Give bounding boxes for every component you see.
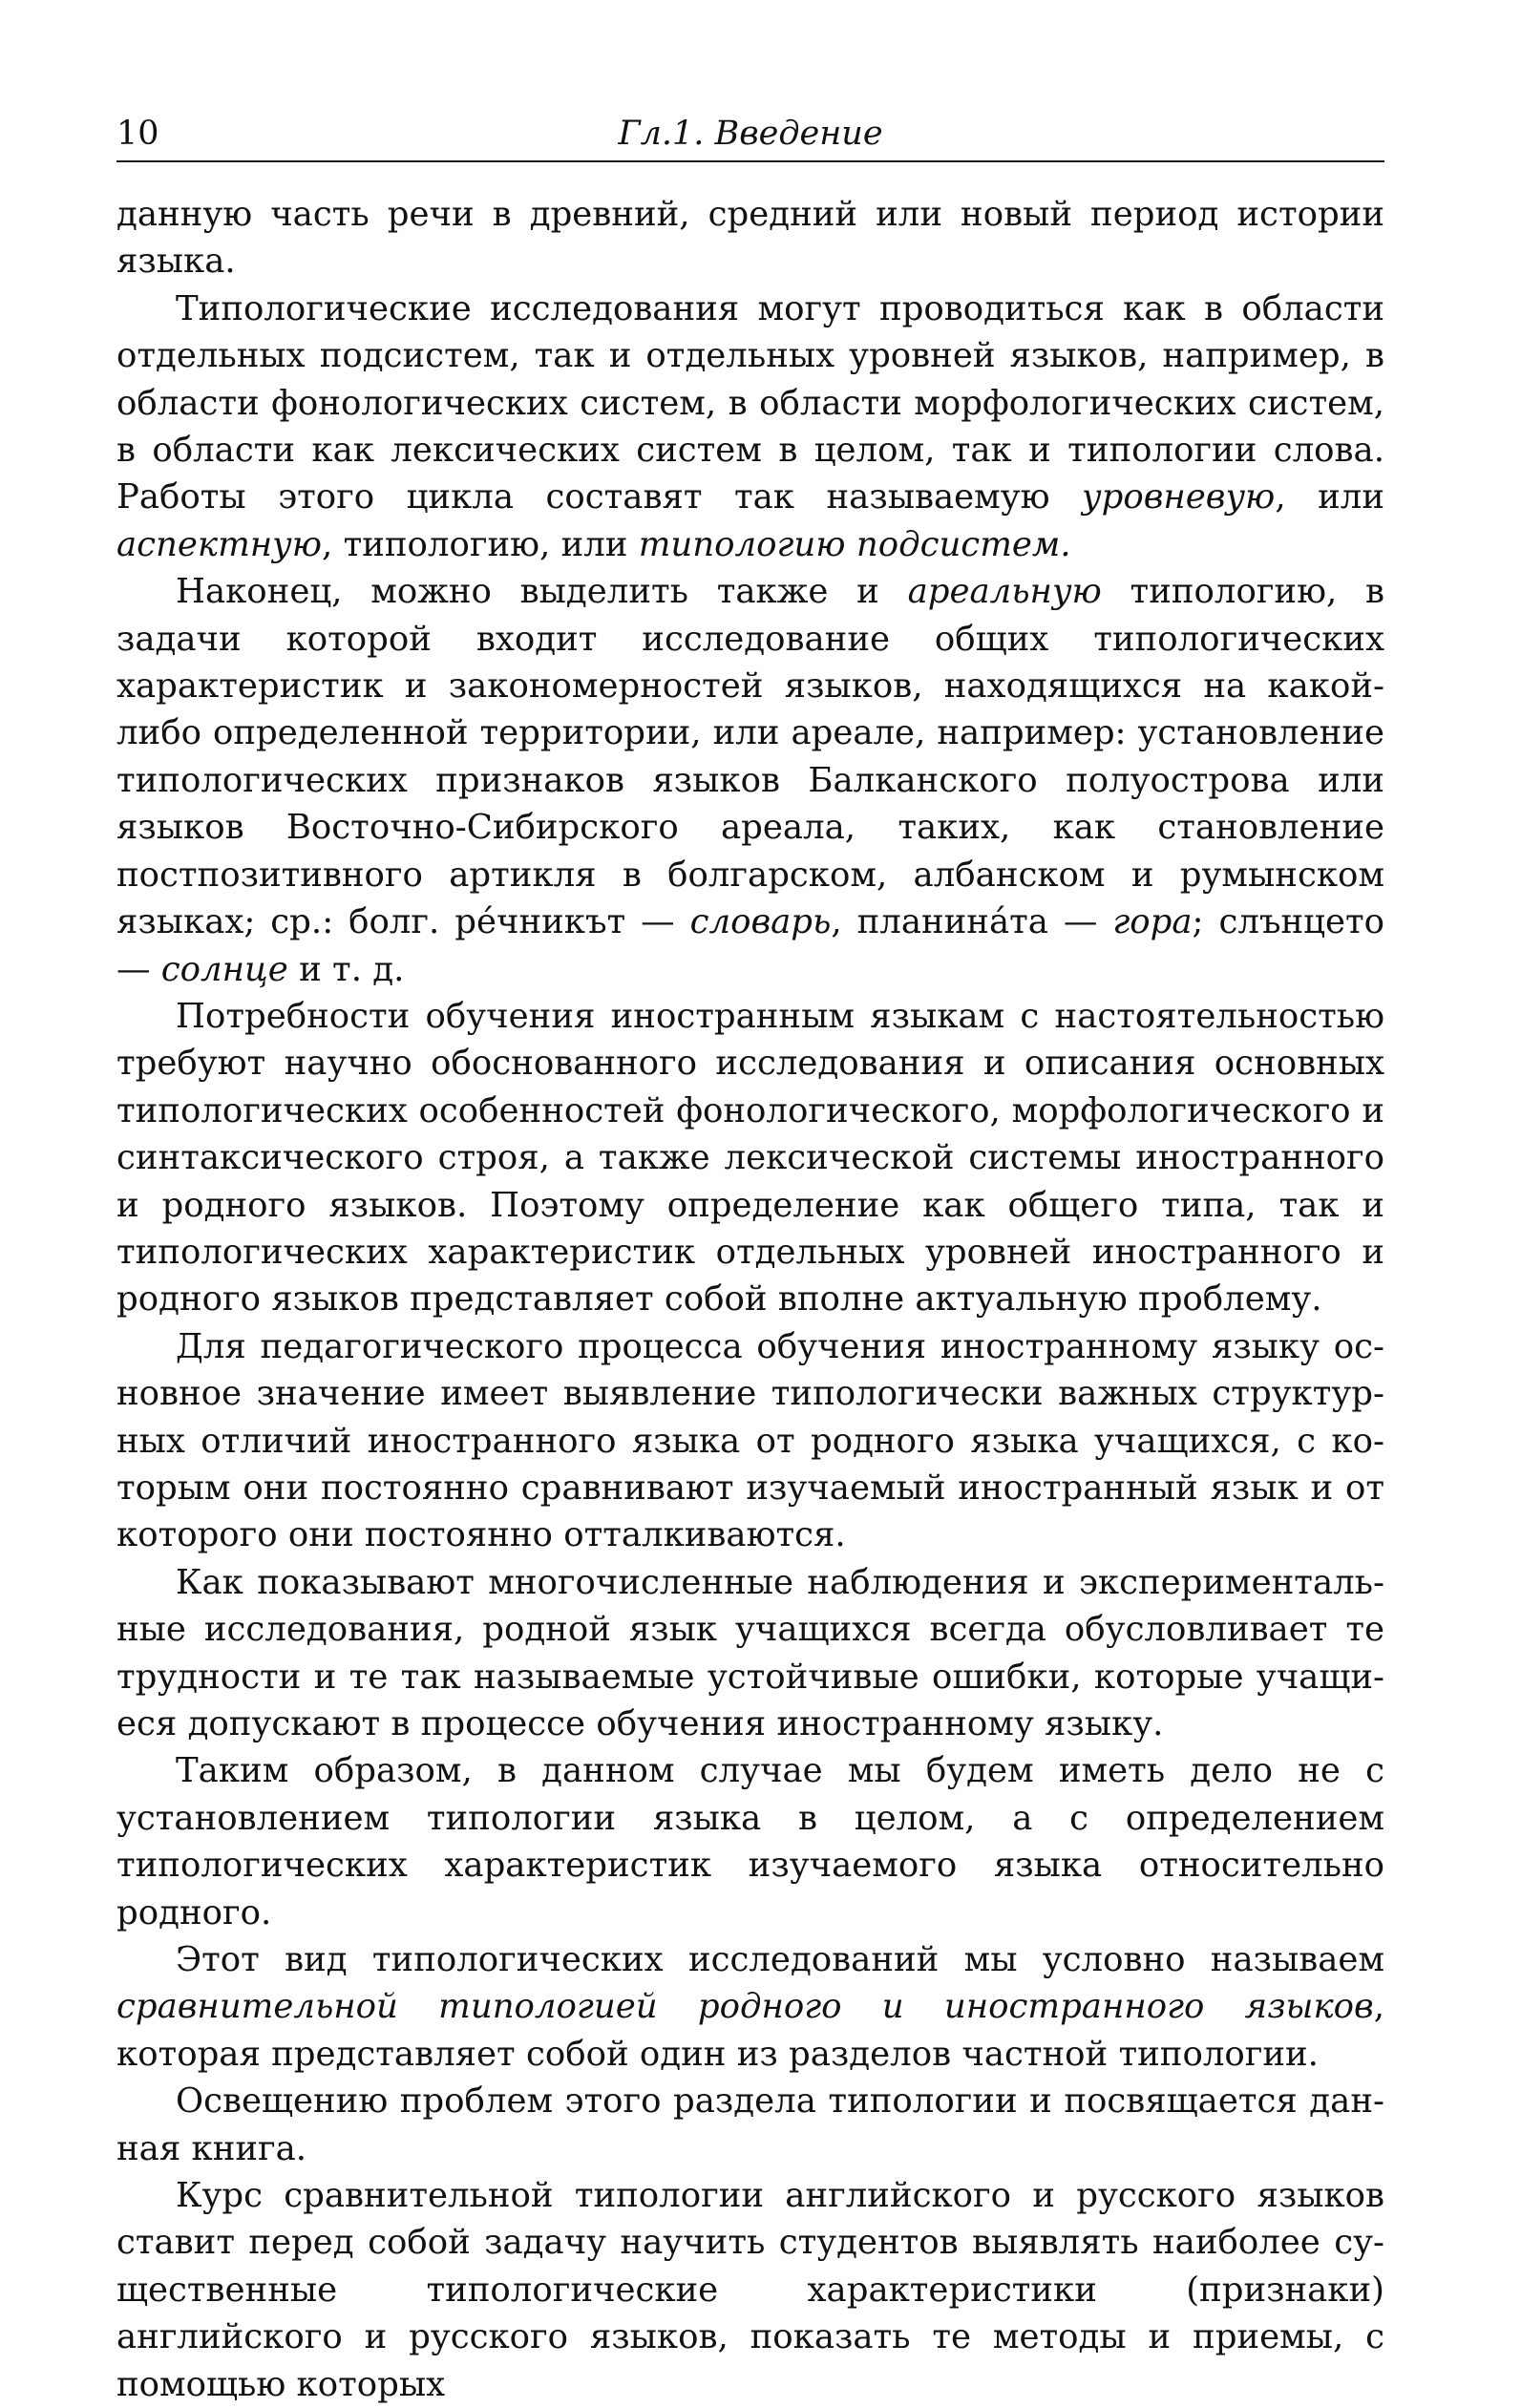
text-run: , которая представляет собой один из разделов частной типологии.: [116, 1987, 1384, 2074]
italic-term: ареальную: [907, 572, 1102, 612]
paragraph: [116, 2078, 1384, 2172]
text-run: типологию, в задачи которой входит исследование общих типологических характеристик и закономерностей языков, находящихся на какой-либо определенной территории, или ареале, например: установление типологических признаков языков Балканского полуострова или языков Восточно-Сибирского ареала, таких, как становление постпозитивного артикля в болгарском, албанском и румынском языках; ср.: болг. ре́чникът —: [116, 572, 1385, 942]
text-run: ; слънцето —: [116, 902, 1384, 989]
paragraph: [116, 1559, 1384, 1748]
page-number: 10: [116, 115, 159, 153]
italic-term: уровневую: [1082, 477, 1276, 518]
italic-term: сравнительной типологией родного и иностранного языков: [116, 1987, 1374, 2027]
italic-term: словарь: [689, 902, 832, 942]
text-run: Курс сравнительной типологии английского и русского языков ставит перед собой задачу научить студентов выявлять наиболее существенные типологические характеристики (признаки) английского и русского языков, показать те методы и приемы, с помощью которых: [116, 2176, 1384, 2404]
italic-term: типологию подсистем.: [638, 524, 1071, 564]
body-text: [116, 191, 1384, 2408]
text-run: , или: [1275, 477, 1384, 518]
text-run: Освещению проблем этого раздела типологии и посвящается данная книга.: [116, 2081, 1384, 2168]
italic-term: аспектную: [116, 524, 323, 564]
paragraph: [116, 2172, 1384, 2408]
paragraph: [116, 993, 1384, 1323]
paragraph: [116, 1936, 1384, 2078]
paragraph: [116, 191, 1384, 285]
text-run: Как показывают многочисленные наблюдения и экспериментальные исследования, родной язык учащихся всегда обусловливает те трудности и те так называемые устойчивые ошибки, которые учащиеся допускают в процессе обучения иностранному языку.: [116, 1562, 1384, 1743]
running-title: Гл.1. Введение: [618, 115, 883, 153]
text-run: данную часть речи в древний, средний или новый период истории языка.: [116, 195, 1384, 282]
text-run: Типологические исследования могут проводиться как в области отдельных подсистем, так и отдельных уровней языков, например, в области фонологических систем, в области морфологических систем, в области как лексических систем в целом, так и типологии слова. Работы этого цикла составят так называемую: [116, 288, 1384, 518]
page-header: [116, 105, 1384, 162]
text-run: , планина́та —: [831, 902, 1113, 942]
paragraph: [116, 1747, 1384, 1936]
text-run: Таким образом, в данном случае мы будем иметь дело не с установлением типологии языка в целом, а с определением типологических характеристик изучаемого языка относительно родного.: [116, 1751, 1384, 1933]
paragraph: [116, 568, 1384, 993]
text-run: Для педагогического процесса обучения иностранному языку основное значение имеет выявление типологически важных структурных отличий иностранного языка от родного языка учащихся, с которым они постоянно сравнивают изучаемый иностранный язык и от которого они постоянно отталкиваются.: [116, 1326, 1384, 1555]
text-run: и т. д.: [287, 949, 405, 989]
paragraph: [116, 1323, 1384, 1559]
paragraph: [116, 285, 1384, 568]
text-run: , типологию, или: [322, 524, 639, 564]
italic-term: солнце: [160, 949, 288, 989]
italic-term: гора: [1112, 902, 1193, 942]
text-run: Этот вид типологических исследований мы условно называем: [176, 1940, 1384, 1980]
text-run: Наконец, можно выделить также и: [176, 572, 908, 612]
text-run: Потребности обучения иностранным языкам с настоятельностью требуют научно обоснованного исследования и описания основных типологических особенностей фонологического, морфологического и синтаксического строя, а также лексической системы иностранного и родного языков. Поэтому определение как общего типа, так и типологических характеристик отдельных уровней иностранного и родного языков представляет собой вполне актуальную проблему.: [116, 996, 1384, 1320]
